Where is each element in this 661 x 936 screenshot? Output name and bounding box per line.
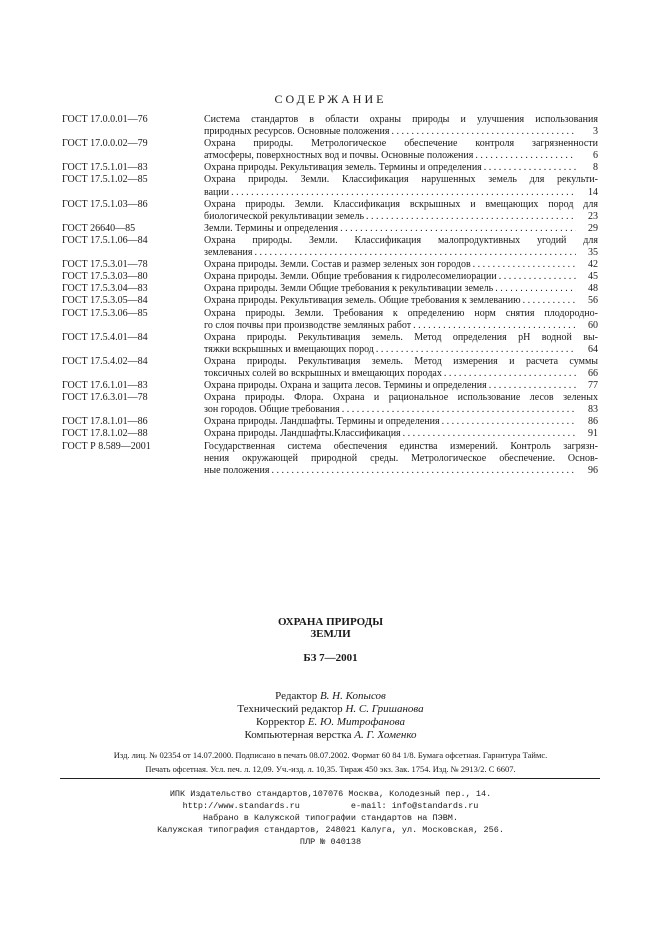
entry-title [204,162,598,174]
page-number: 45 [588,271,598,283]
title-line: Охрана природы. Рекультивация земель. Метод измерения и расчета суммы [204,355,598,367]
dot-leader [364,211,576,223]
title-line: тяжки вскрышных и вмещающих пород [204,343,374,355]
title-last-line [204,428,598,440]
toc-title: СОДЕРЖАНИЕ [274,92,387,106]
title-last-line [204,150,598,162]
title-last-line [204,247,598,259]
credit-role: Технический редактор [237,703,343,715]
publication-line-1: Изд. лиц. № 02354 от 14.07.2000. Подписано в печать 08.07.2002. Формат 60 84 1/8. Бумага офсетная. Гарнитура Таймс. [113,750,548,760]
credit-name: Е. Ю. Митрофанова [307,716,405,728]
standard-code: ГОСТ 17.0.0.01—76 [62,114,148,125]
dot-leader [482,162,576,174]
standard-code: ГОСТ 17.5.1.03—86 [62,198,148,210]
credit-role: Редактор [275,690,318,702]
standard-code: ГОСТ 17.0.0.02—79 [62,138,148,150]
dot-leader [442,368,576,380]
dot-leader [229,187,576,199]
toc-entry [62,199,598,223]
standard-code: ГОСТ 17.5.3.03—80 [62,271,148,283]
book-title: ОХРАНА ПРИРОДЫ [277,616,383,628]
title-line: атмосферы, поверхностных вод и почвы. Основные положения [204,150,474,162]
entry-title [204,235,598,259]
divider [60,778,600,779]
page-number: 86 [588,416,598,428]
title-last-line [204,259,598,271]
series-code: БЗ 7—2001 [303,652,358,664]
title-last-line [204,368,598,380]
toc-entry [62,162,598,174]
page-number: 56 [588,295,598,307]
page-number: 3 [593,126,598,138]
entry-title [204,138,598,162]
entry-title [204,441,598,477]
title-line: вации [204,186,230,198]
dot-leader [440,416,576,428]
title-line: Охрана природы. Земли. Общие требования к гидролесомелиорации [204,271,497,283]
publication-info [0,748,661,776]
toc-entry [62,235,598,259]
dot-leader [252,247,576,259]
standard-code: ГОСТ 17.5.1.06—84 [62,234,148,246]
page-number: 91 [588,428,598,440]
standard-code: ГОСТ 17.5.3.01—78 [62,259,148,271]
title-line: землевания [204,247,253,259]
title-line: Система стандартов в области охраны природы и улучшения использования [204,114,598,125]
toc-entry [62,271,598,283]
credit-role: Корректор [256,716,306,728]
toc-entry [62,356,598,380]
toc-entry [62,223,598,235]
credit-name: А. Г. Хоменко [354,729,417,741]
dot-leader [473,150,576,162]
standard-code: ГОСТ 17.5.1.01—83 [62,162,148,174]
title-line: Охрана природы. Охрана и защита лесов. Термины и определения [204,380,487,392]
standard-code: ГОСТ Р 8.589—2001 [62,440,151,452]
toc-entry [62,392,598,416]
title-line: Охрана природы. Метрологическое обеспечение контроля загрязненности [204,138,598,150]
title-line: Охрана природы. Ландшафты. Термины и определения [204,416,440,428]
page-number: 96 [588,464,598,476]
toc-entry [62,174,598,198]
title-line: токсичных солей во вскрышных и вмещающих породах [204,367,442,379]
toc-entry [62,259,598,271]
entry-title [204,392,598,416]
title-line: нения окружающей природной среды. Метрологическое обеспечение. Основ- [204,452,598,464]
page-number: 23 [588,210,598,222]
dot-leader [497,271,576,283]
standard-code: ГОСТ 17.5.4.02—84 [62,355,148,367]
toc-entry [62,283,598,295]
entry-title [204,332,598,356]
page-number: 14 [588,186,598,198]
book-subtitle: ЗЕМЛИ [310,628,351,640]
toc-entry [62,138,598,162]
credit-line [0,729,661,742]
title-line: ные положения [204,464,270,476]
page-number: 66 [588,367,598,379]
toc-entry [62,332,598,356]
title-line: Охрана природы. Рекультивация земель. Термины и определения [204,162,482,174]
toc-entry [62,308,598,332]
standard-code: ГОСТ 17.5.3.06—85 [62,307,148,319]
credit-line [0,716,661,729]
title-last-line [204,223,598,235]
title-last-line [204,283,598,295]
title-line: Охрана природы. Рекультивация земель. Общие требования к землеванию [204,295,521,307]
page-number: 6 [593,150,598,162]
printer-line: http://www.standards.ru e-mail: info@standards.ru [182,801,479,811]
page-number: 8 [593,162,598,174]
title-last-line [204,271,598,283]
printer-line: Калужская типография стандартов, 248021 Калуга, ул. Московская, 256. [157,825,504,835]
page-number: 29 [588,222,598,234]
title-line: го слоя почвы при производстве земляных работ [204,319,412,331]
dot-leader [340,404,576,416]
page-number: 35 [588,247,598,259]
credit-role: Компьютерная верстка [244,729,352,741]
dot-leader [338,223,576,235]
standard-code: ГОСТ 17.5.3.05—84 [62,295,148,307]
title-last-line [204,465,598,477]
table-of-contents [62,114,598,477]
title-line: Охрана природы. Флора. Охрана и рациональное использование лесов зеленых [204,392,598,404]
toc-entry [62,380,598,392]
title-last-line [204,126,598,138]
toc-entry [62,416,598,428]
entry-title [204,356,598,380]
standard-code: ГОСТ 17.6.1.01—83 [62,380,148,392]
page-number: 83 [588,404,598,416]
dot-leader [487,380,576,392]
title-line: Охрана природы. Земли. Требования к определению норм снятия плодородно- [204,307,598,319]
entry-title [204,380,598,392]
entry-title [204,174,598,198]
dot-leader [389,126,576,138]
title-line: Охрана природы. Земли. Состав и размер зеленых зон городов [204,259,471,271]
toc-entry [62,114,598,138]
credits-block [0,690,661,742]
printer-line: Набрано в Калужской типографии стандартов на ПЭВМ. [202,813,459,823]
title-last-line [204,380,598,392]
toc-entry [62,441,598,477]
entry-title [204,223,598,235]
standard-code: ГОСТ 17.5.4.01—84 [62,331,148,343]
dot-leader [401,428,576,440]
entry-title [204,295,598,307]
title-last-line [204,320,598,332]
title-line: Государственная система обеспечения единства измерений. Контроль загрязн- [204,440,598,452]
standard-code: ГОСТ 17.8.1.02—88 [62,428,148,440]
printer-line: ИПК Издательство стандартов,107076 Москва, Колодезный пер., 14. [169,789,492,799]
title-last-line [204,404,598,416]
credit-line [0,690,661,703]
page-number: 64 [588,343,598,355]
entry-title [204,283,598,295]
credit-name: В. Н. Копысов [319,690,386,702]
standard-code: ГОСТ 26640—85 [62,222,136,234]
dot-leader [521,295,576,307]
entry-title [204,271,598,283]
publication-line-2: Печать офсетная. Усл. печ. л. 12,09. Уч.-изд. л. 10,35. Тираж 450 экз. Зак. 1754. Изд. № 2913/2. С 6607. [145,764,516,774]
title-last-line [204,416,598,428]
page-number: 77 [588,380,598,392]
dot-leader [270,465,577,477]
title-line: Охрана природы. Ландшафты.Классификация [204,428,401,440]
entry-title [204,416,598,428]
title-line: зон городов. Общие требования [204,404,340,416]
entry-title [204,114,598,138]
toc-entry [62,295,598,307]
page-number: 42 [588,259,598,271]
standard-code: ГОСТ 17.5.1.02—85 [62,174,148,186]
page-number: 60 [588,319,598,331]
credit-name: Н. С. Гришанова [345,703,424,715]
title-line: Охрана природы. Рекультивация земель. Метод определения pH водной вы- [204,331,598,343]
title-line: биологической рекультивации земель [204,210,365,222]
dot-leader [411,320,576,332]
title-line: природных ресурсов. Основные положения [204,126,390,138]
title-line: Охрана природы. Земли. Классификация вскрышных и вмещающих пород для [204,198,598,210]
entry-title [204,308,598,332]
title-last-line [204,187,598,199]
entry-title [204,259,598,271]
standard-code: ГОСТ 17.8.1.01—86 [62,416,148,428]
printer-info [0,788,661,848]
page-number: 48 [588,283,598,295]
dot-leader [493,283,576,295]
toc-entry [62,428,598,440]
entry-title [204,199,598,223]
entry-title [204,428,598,440]
standard-code: ГОСТ 17.6.3.01—78 [62,392,148,404]
title-line: Охрана природы. Земли. Классификация нарушенных земель для рекульти- [204,174,598,186]
standard-code: ГОСТ 17.5.3.04—83 [62,283,148,295]
dot-leader [471,259,576,271]
title-last-line [204,295,598,307]
title-last-line [204,344,598,356]
title-line: Охрана природы. Земли. Классификация малопродуктивных угодий для [204,234,598,246]
title-last-line [204,162,598,174]
credit-line [0,703,661,716]
title-line: Земли. Термины и определения [204,222,339,234]
title-last-line [204,211,598,223]
dot-leader [374,344,576,356]
printer-line: ПЛР № 040138 [299,837,362,847]
title-line: Охрана природы. Земли Общие требования к рекультивации земель [204,283,494,295]
